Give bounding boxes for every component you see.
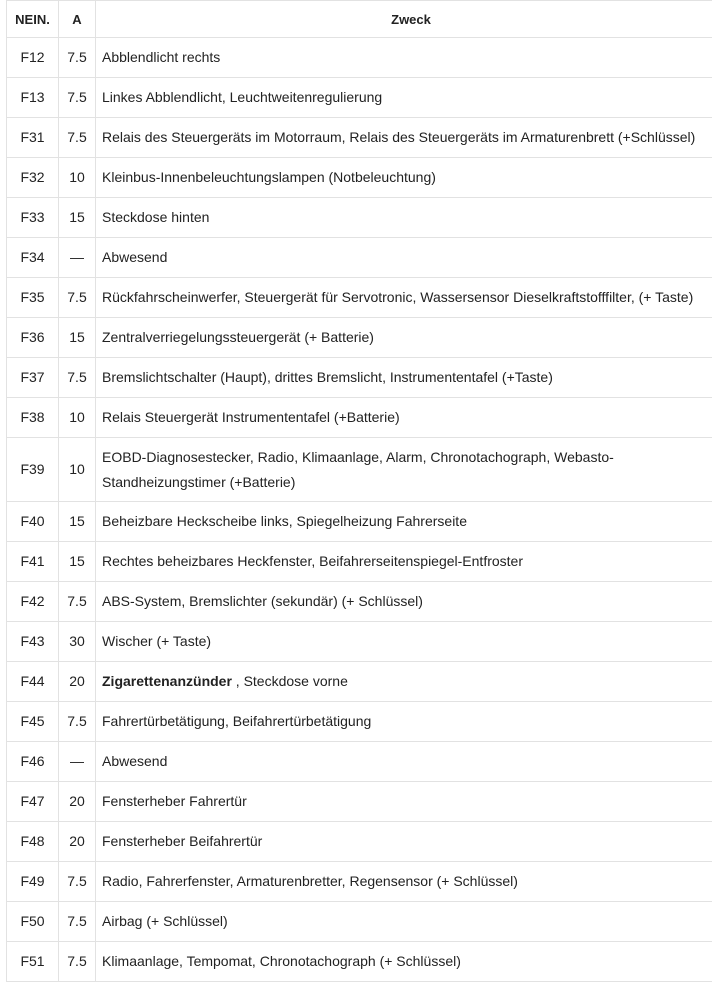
amp-cell: — bbox=[59, 742, 96, 782]
amp-cell: 15 bbox=[59, 502, 96, 542]
purpose-cell: Abwesend bbox=[96, 742, 712, 782]
fuse-cell: F39 bbox=[7, 438, 59, 502]
fuse-cell: F38 bbox=[7, 398, 59, 438]
amp-cell: 30 bbox=[59, 622, 96, 662]
table-body bbox=[7, 38, 712, 982]
purpose-cell: Relais Steuergerät Instrumententafel (+Batterie) bbox=[96, 398, 712, 438]
table-row bbox=[7, 902, 712, 942]
fuse-cell: F51 bbox=[7, 942, 59, 982]
purpose-cell bbox=[96, 662, 712, 702]
table-row bbox=[7, 542, 712, 582]
amp-cell: 7.5 bbox=[59, 118, 96, 158]
purpose-cell: Abblendlicht rechts bbox=[96, 38, 712, 78]
fuse-cell: F45 bbox=[7, 702, 59, 742]
table-row bbox=[7, 438, 712, 502]
column-header-fuse: NEIN. bbox=[7, 1, 59, 38]
purpose-cell: Relais des Steuergeräts im Motorraum, Relais des Steuergeräts im Armaturenbrett (+Schlüssel) bbox=[96, 118, 712, 158]
amp-cell: 7.5 bbox=[59, 902, 96, 942]
table-row bbox=[7, 702, 712, 742]
table-row bbox=[7, 942, 712, 982]
column-header-amp: A bbox=[59, 1, 96, 38]
amp-cell: 15 bbox=[59, 198, 96, 238]
fuse-cell: F35 bbox=[7, 278, 59, 318]
purpose-rest-text: , Steckdose vorne bbox=[232, 673, 348, 689]
table-row bbox=[7, 198, 712, 238]
purpose-cell: Radio, Fahrerfenster, Armaturenbretter, Regensensor (+ Schlüssel) bbox=[96, 862, 712, 902]
table-row bbox=[7, 862, 712, 902]
table-row bbox=[7, 398, 712, 438]
amp-cell: 7.5 bbox=[59, 358, 96, 398]
amp-cell: 10 bbox=[59, 438, 96, 502]
amp-cell: 7.5 bbox=[59, 278, 96, 318]
fuse-cell: F31 bbox=[7, 118, 59, 158]
amp-cell: 10 bbox=[59, 158, 96, 198]
fuse-table-container bbox=[6, 0, 712, 982]
fuse-cell: F33 bbox=[7, 198, 59, 238]
amp-cell: 20 bbox=[59, 662, 96, 702]
table-row bbox=[7, 38, 712, 78]
table-row bbox=[7, 118, 712, 158]
table-row bbox=[7, 158, 712, 198]
purpose-cell: Abwesend bbox=[96, 238, 712, 278]
purpose-cell: Kleinbus-Innenbeleuchtungslampen (Notbeleuchtung) bbox=[96, 158, 712, 198]
fuse-cell: F13 bbox=[7, 78, 59, 118]
table-row bbox=[7, 502, 712, 542]
purpose-cell: Bremslichtschalter (Haupt), drittes Bremslicht, Instrumententafel (+Taste) bbox=[96, 358, 712, 398]
amp-cell: 7.5 bbox=[59, 702, 96, 742]
fuse-cell: F46 bbox=[7, 742, 59, 782]
amp-cell: 7.5 bbox=[59, 942, 96, 982]
purpose-cell: Zentralverriegelungssteuergerät (+ Batterie) bbox=[96, 318, 712, 358]
fuse-cell: F43 bbox=[7, 622, 59, 662]
table-row bbox=[7, 622, 712, 662]
table-row bbox=[7, 582, 712, 622]
purpose-cell: Wischer (+ Taste) bbox=[96, 622, 712, 662]
amp-cell: 7.5 bbox=[59, 862, 96, 902]
purpose-cell: Steckdose hinten bbox=[96, 198, 712, 238]
table-row bbox=[7, 662, 712, 702]
fuse-cell: F49 bbox=[7, 862, 59, 902]
fuse-cell: F42 bbox=[7, 582, 59, 622]
table-row bbox=[7, 742, 712, 782]
table-header bbox=[7, 1, 712, 38]
amp-cell: 15 bbox=[59, 318, 96, 358]
purpose-cell: EOBD-Diagnosestecker, Radio, Klimaanlage, Alarm, Chronotachograph, Webasto-Standheizungstimer (+Batterie) bbox=[96, 438, 712, 502]
purpose-cell: Beheizbare Heckscheibe links, Spiegelheizung Fahrerseite bbox=[96, 502, 712, 542]
purpose-cell: ABS-System, Bremslichter (sekundär) (+ Schlüssel) bbox=[96, 582, 712, 622]
table-row bbox=[7, 782, 712, 822]
table-row bbox=[7, 358, 712, 398]
amp-cell: — bbox=[59, 238, 96, 278]
purpose-cell: Airbag (+ Schlüssel) bbox=[96, 902, 712, 942]
purpose-cell: Rückfahrscheinwerfer, Steuergerät für Servotronic, Wassersensor Dieselkraftstofffilter, (+ Taste) bbox=[96, 278, 712, 318]
fuse-cell: F37 bbox=[7, 358, 59, 398]
fuse-cell: F12 bbox=[7, 38, 59, 78]
fuse-cell: F50 bbox=[7, 902, 59, 942]
amp-cell: 7.5 bbox=[59, 38, 96, 78]
header-row bbox=[7, 1, 712, 38]
amp-cell: 10 bbox=[59, 398, 96, 438]
purpose-bold-text: Zigarettenanzünder bbox=[102, 673, 232, 689]
purpose-cell: Fahrertürbetätigung, Beifahrertürbetätigung bbox=[96, 702, 712, 742]
purpose-cell: Klimaanlage, Tempomat, Chronotachograph (+ Schlüssel) bbox=[96, 942, 712, 982]
amp-cell: 7.5 bbox=[59, 78, 96, 118]
column-header-purpose: Zweck bbox=[96, 1, 712, 38]
purpose-cell: Fensterheber Fahrertür bbox=[96, 782, 712, 822]
fuse-cell: F36 bbox=[7, 318, 59, 358]
fuse-cell: F47 bbox=[7, 782, 59, 822]
fuse-cell: F48 bbox=[7, 822, 59, 862]
table-row bbox=[7, 78, 712, 118]
fuse-cell: F32 bbox=[7, 158, 59, 198]
table-row bbox=[7, 318, 712, 358]
amp-cell: 20 bbox=[59, 822, 96, 862]
fuse-cell: F41 bbox=[7, 542, 59, 582]
fuse-cell: F40 bbox=[7, 502, 59, 542]
fuse-table bbox=[6, 0, 712, 982]
purpose-cell: Rechtes beheizbares Heckfenster, Beifahrerseitenspiegel-Entfroster bbox=[96, 542, 712, 582]
amp-cell: 20 bbox=[59, 782, 96, 822]
fuse-cell: F44 bbox=[7, 662, 59, 702]
purpose-cell: Fensterheber Beifahrertür bbox=[96, 822, 712, 862]
purpose-cell: Linkes Abblendlicht, Leuchtweitenregulierung bbox=[96, 78, 712, 118]
table-row bbox=[7, 238, 712, 278]
table-row bbox=[7, 822, 712, 862]
fuse-cell: F34 bbox=[7, 238, 59, 278]
amp-cell: 7.5 bbox=[59, 582, 96, 622]
table-row bbox=[7, 278, 712, 318]
amp-cell: 15 bbox=[59, 542, 96, 582]
